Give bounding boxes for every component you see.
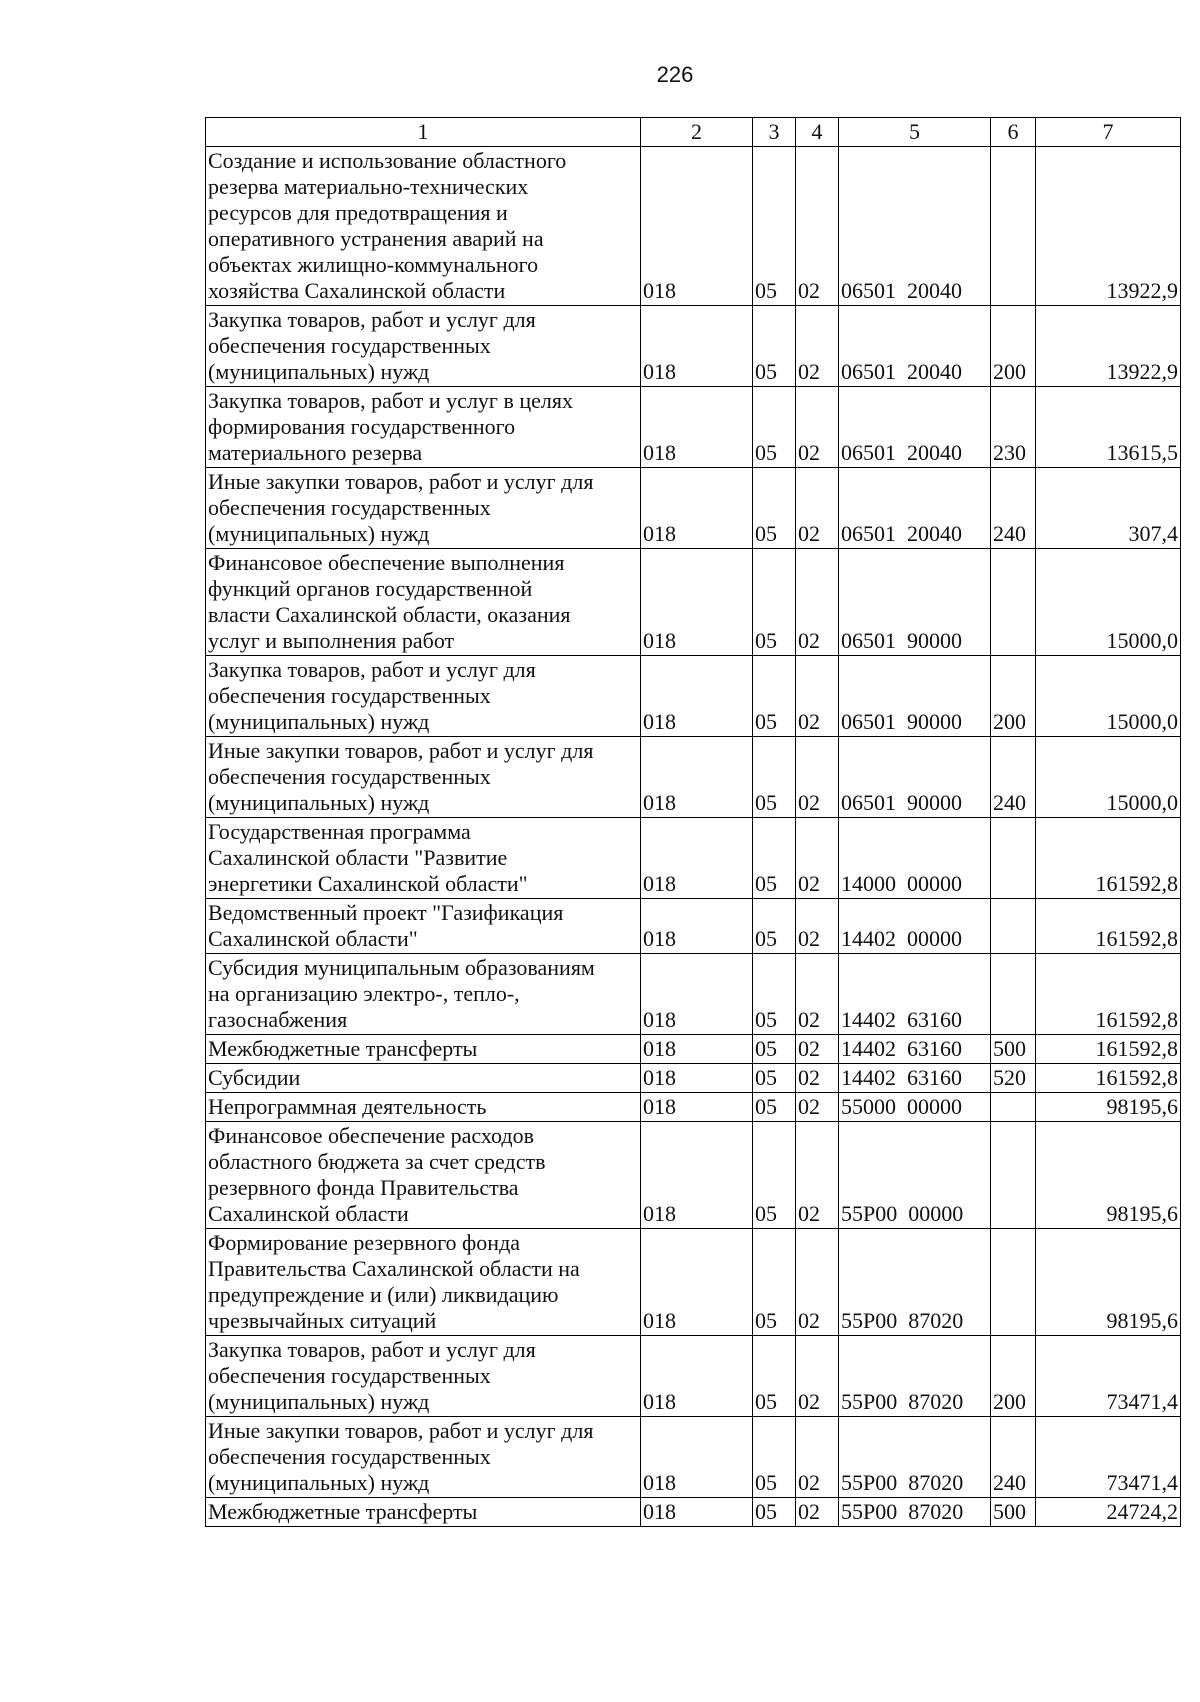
section-code: 05 bbox=[753, 656, 796, 737]
target-article-code: 55Р00 87020 bbox=[839, 1336, 991, 1417]
expense-type-code: 240 bbox=[991, 1417, 1036, 1498]
expense-type-code: 200 bbox=[991, 306, 1036, 387]
item-name: Межбюджетные трансферты bbox=[206, 1035, 641, 1064]
table-row bbox=[206, 1093, 1181, 1122]
amount: 15000,0 bbox=[1036, 737, 1181, 818]
section-code: 05 bbox=[753, 1093, 796, 1122]
item-name: Субсидии bbox=[206, 1064, 641, 1093]
target-article-code: 55Р00 87020 bbox=[839, 1229, 991, 1336]
table-row bbox=[206, 1336, 1181, 1417]
item-name: Создание и использование областного резерва материально-технических ресурсов для предотвращения и оперативного устранения аварий на объектах жилищно-коммунального хозяйства Сахалинской области bbox=[206, 147, 641, 306]
amount: 161592,8 bbox=[1036, 954, 1181, 1035]
target-article-code: 55000 00000 bbox=[839, 1093, 991, 1122]
subsection-code: 02 bbox=[796, 1064, 839, 1093]
ministry-code: 018 bbox=[641, 737, 753, 818]
page-number: 226 bbox=[656, 62, 694, 87]
ministry-code: 018 bbox=[641, 1417, 753, 1498]
ministry-code: 018 bbox=[641, 1229, 753, 1336]
target-article-code: 06501 20040 bbox=[839, 387, 991, 468]
amount: 15000,0 bbox=[1036, 549, 1181, 656]
table-row bbox=[206, 468, 1181, 549]
item-name: Межбюджетные трансферты bbox=[206, 1498, 641, 1527]
ministry-code: 018 bbox=[641, 954, 753, 1035]
item-name: Формирование резервного фонда Правительства Сахалинской области на предупреждение и (или) ликвидацию чрезвычайных ситуаций bbox=[206, 1229, 641, 1336]
table-row bbox=[206, 1035, 1181, 1064]
item-name: Финансовое обеспечение расходов областного бюджета за счет средств резервного фонда Правительства Сахалинской области bbox=[206, 1122, 641, 1229]
subsection-code: 02 bbox=[796, 1093, 839, 1122]
expense-type-code bbox=[991, 549, 1036, 656]
subsection-code: 02 bbox=[796, 306, 839, 387]
table-row bbox=[206, 1229, 1181, 1336]
expense-type-code: 240 bbox=[991, 737, 1036, 818]
expense-type-code: 200 bbox=[991, 656, 1036, 737]
expense-type-code: 500 bbox=[991, 1035, 1036, 1064]
expense-type-code bbox=[991, 818, 1036, 899]
expense-type-code bbox=[991, 899, 1036, 954]
section-code: 05 bbox=[753, 1417, 796, 1498]
section-code: 05 bbox=[753, 549, 796, 656]
section-code: 05 bbox=[753, 954, 796, 1035]
subsection-code: 02 bbox=[796, 954, 839, 1035]
table-row bbox=[206, 147, 1181, 306]
amount: 73471,4 bbox=[1036, 1336, 1181, 1417]
budget-table bbox=[205, 117, 1181, 1527]
section-code: 05 bbox=[753, 1229, 796, 1336]
column-header: 7 bbox=[1036, 118, 1181, 147]
expense-type-code: 500 bbox=[991, 1498, 1036, 1527]
item-name: Субсидия муниципальным образованиям на организацию электро-, тепло-, газоснабжения bbox=[206, 954, 641, 1035]
table-row bbox=[206, 818, 1181, 899]
target-article-code: 55Р00 87020 bbox=[839, 1498, 991, 1527]
target-article-code: 14402 63160 bbox=[839, 1064, 991, 1093]
table-row bbox=[206, 1417, 1181, 1498]
target-article-code: 06501 20040 bbox=[839, 468, 991, 549]
table-row bbox=[206, 1064, 1181, 1093]
table-row bbox=[206, 1498, 1181, 1527]
subsection-code: 02 bbox=[796, 656, 839, 737]
table-row bbox=[206, 1122, 1181, 1229]
subsection-code: 02 bbox=[796, 1336, 839, 1417]
subsection-code: 02 bbox=[796, 147, 839, 306]
item-name: Закупка товаров, работ и услуг в целях формирования государственного материального резерва bbox=[206, 387, 641, 468]
ministry-code: 018 bbox=[641, 549, 753, 656]
expense-type-code: 240 bbox=[991, 468, 1036, 549]
expense-type-code bbox=[991, 1093, 1036, 1122]
subsection-code: 02 bbox=[796, 818, 839, 899]
item-name: Непрограммная деятельность bbox=[206, 1093, 641, 1122]
column-header: 1 bbox=[206, 118, 641, 147]
subsection-code: 02 bbox=[796, 1498, 839, 1527]
ministry-code: 018 bbox=[641, 1093, 753, 1122]
amount: 13922,9 bbox=[1036, 147, 1181, 306]
section-code: 05 bbox=[753, 387, 796, 468]
target-article-code: 06501 20040 bbox=[839, 306, 991, 387]
amount: 161592,8 bbox=[1036, 818, 1181, 899]
item-name: Финансовое обеспечение выполнения функций органов государственной власти Сахалинской области, оказания услуг и выполнения работ bbox=[206, 549, 641, 656]
amount: 13615,5 bbox=[1036, 387, 1181, 468]
ministry-code: 018 bbox=[641, 899, 753, 954]
amount: 307,4 bbox=[1036, 468, 1181, 549]
ministry-code: 018 bbox=[641, 1035, 753, 1064]
ministry-code: 018 bbox=[641, 656, 753, 737]
target-article-code: 14402 00000 bbox=[839, 899, 991, 954]
target-article-code: 06501 90000 bbox=[839, 549, 991, 656]
target-article-code: 06501 90000 bbox=[839, 737, 991, 818]
item-name: Иные закупки товаров, работ и услуг для обеспечения государственных (муниципальных) нужд bbox=[206, 468, 641, 549]
ministry-code: 018 bbox=[641, 306, 753, 387]
amount: 98195,6 bbox=[1036, 1122, 1181, 1229]
section-code: 05 bbox=[753, 1336, 796, 1417]
column-header: 4 bbox=[796, 118, 839, 147]
section-code: 05 bbox=[753, 899, 796, 954]
table-row bbox=[206, 899, 1181, 954]
item-name: Закупка товаров, работ и услуг для обеспечения государственных (муниципальных) нужд bbox=[206, 656, 641, 737]
table-row bbox=[206, 549, 1181, 656]
amount: 98195,6 bbox=[1036, 1229, 1181, 1336]
target-article-code: 14402 63160 bbox=[839, 1035, 991, 1064]
subsection-code: 02 bbox=[796, 1229, 839, 1336]
ministry-code: 018 bbox=[641, 147, 753, 306]
section-code: 05 bbox=[753, 818, 796, 899]
expense-type-code: 520 bbox=[991, 1064, 1036, 1093]
amount: 24724,2 bbox=[1036, 1498, 1181, 1527]
ministry-code: 018 bbox=[641, 1064, 753, 1093]
item-name: Иные закупки товаров, работ и услуг для обеспечения государственных (муниципальных) нужд bbox=[206, 737, 641, 818]
table-row bbox=[206, 387, 1181, 468]
section-code: 05 bbox=[753, 306, 796, 387]
section-code: 05 bbox=[753, 737, 796, 818]
item-name: Закупка товаров, работ и услуг для обеспечения государственных (муниципальных) нужд bbox=[206, 1336, 641, 1417]
ministry-code: 018 bbox=[641, 1498, 753, 1527]
item-name: Иные закупки товаров, работ и услуг для обеспечения государственных (муниципальных) нужд bbox=[206, 1417, 641, 1498]
subsection-code: 02 bbox=[796, 1122, 839, 1229]
amount: 161592,8 bbox=[1036, 899, 1181, 954]
table-row bbox=[206, 656, 1181, 737]
column-header: 2 bbox=[641, 118, 753, 147]
target-article-code: 14402 63160 bbox=[839, 954, 991, 1035]
table-row bbox=[206, 306, 1181, 387]
expense-type-code bbox=[991, 1229, 1036, 1336]
expense-type-code bbox=[991, 954, 1036, 1035]
section-code: 05 bbox=[753, 468, 796, 549]
item-name: Закупка товаров, работ и услуг для обеспечения государственных (муниципальных) нужд bbox=[206, 306, 641, 387]
item-name: Ведомственный проект "Газификация Сахалинской области" bbox=[206, 899, 641, 954]
ministry-code: 018 bbox=[641, 468, 753, 549]
subsection-code: 02 bbox=[796, 1417, 839, 1498]
section-code: 05 bbox=[753, 1498, 796, 1527]
target-article-code: 55Р00 87020 bbox=[839, 1417, 991, 1498]
column-header: 6 bbox=[991, 118, 1036, 147]
header-row bbox=[206, 118, 1181, 147]
column-header: 5 bbox=[839, 118, 991, 147]
target-article-code: 14000 00000 bbox=[839, 818, 991, 899]
table-row bbox=[206, 737, 1181, 818]
ministry-code: 018 bbox=[641, 387, 753, 468]
subsection-code: 02 bbox=[796, 387, 839, 468]
item-name: Государственная программа Сахалинской области "Развитие энергетики Сахалинской области" bbox=[206, 818, 641, 899]
amount: 161592,8 bbox=[1036, 1035, 1181, 1064]
expense-type-code: 200 bbox=[991, 1336, 1036, 1417]
table-row bbox=[206, 954, 1181, 1035]
subsection-code: 02 bbox=[796, 549, 839, 656]
ministry-code: 018 bbox=[641, 1122, 753, 1229]
ministry-code: 018 bbox=[641, 1336, 753, 1417]
subsection-code: 02 bbox=[796, 737, 839, 818]
subsection-code: 02 bbox=[796, 899, 839, 954]
amount: 73471,4 bbox=[1036, 1417, 1181, 1498]
section-code: 05 bbox=[753, 147, 796, 306]
expense-type-code: 230 bbox=[991, 387, 1036, 468]
expense-type-code bbox=[991, 147, 1036, 306]
amount: 15000,0 bbox=[1036, 656, 1181, 737]
amount: 161592,8 bbox=[1036, 1064, 1181, 1093]
section-code: 05 bbox=[753, 1064, 796, 1093]
target-article-code: 06501 20040 bbox=[839, 147, 991, 306]
section-code: 05 bbox=[753, 1035, 796, 1064]
target-article-code: 06501 90000 bbox=[839, 656, 991, 737]
amount: 13922,9 bbox=[1036, 306, 1181, 387]
column-header: 3 bbox=[753, 118, 796, 147]
expense-type-code bbox=[991, 1122, 1036, 1229]
amount: 98195,6 bbox=[1036, 1093, 1181, 1122]
section-code: 05 bbox=[753, 1122, 796, 1229]
target-article-code: 55Р00 00000 bbox=[839, 1122, 991, 1229]
subsection-code: 02 bbox=[796, 1035, 839, 1064]
ministry-code: 018 bbox=[641, 818, 753, 899]
subsection-code: 02 bbox=[796, 468, 839, 549]
